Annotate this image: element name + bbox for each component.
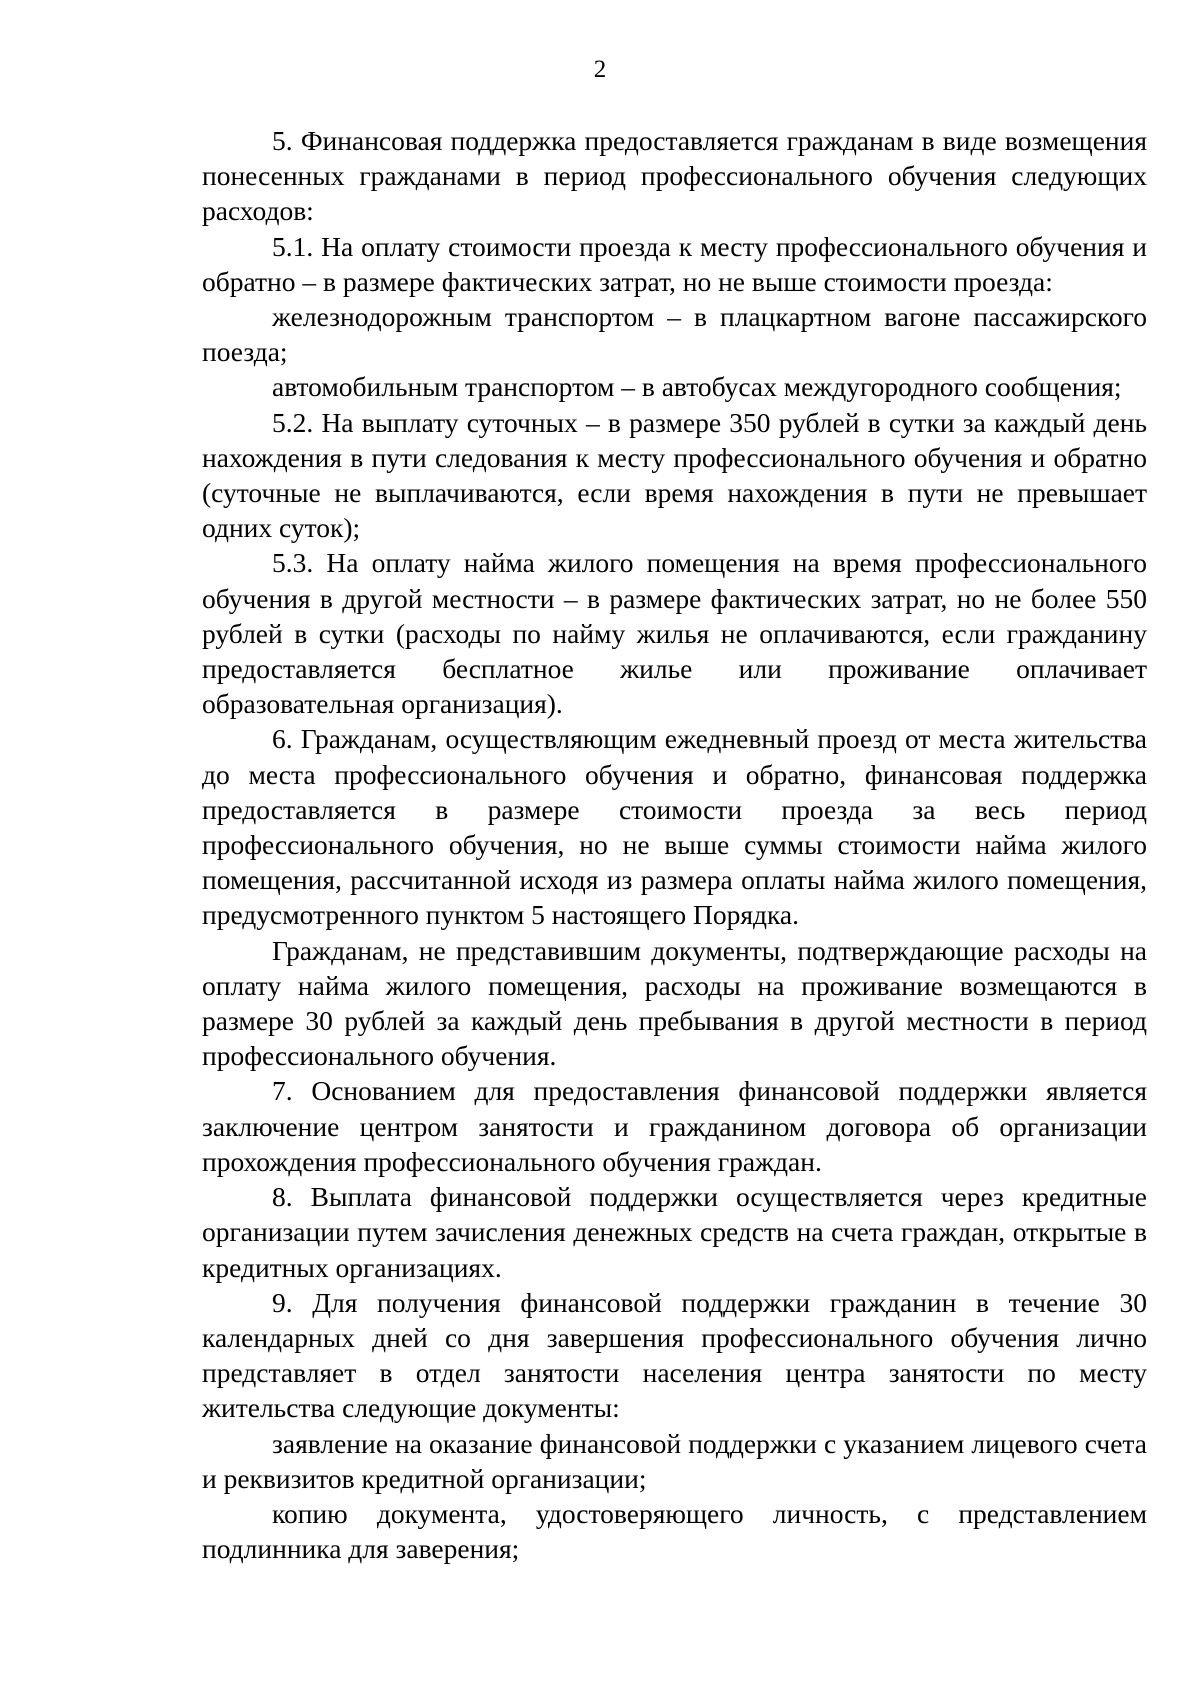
paragraph-6: 6. Гражданам, осуществляющим ежедневный проезд от места жительства до места профессионального обучения и обратно, финансовая поддержка предоставляется в размере стоимости проезда за весь период профессионального обучения, но не выше суммы стоимости найма жилого помещения, рассчитанной исходя из размера оплаты найма жилого помещения, предусмотренного пунктом 5 настоящего Порядка.	[202, 723, 1147, 931]
document-body	[202, 123, 1147, 1566]
paragraph-5: 5. Финансовая поддержка предоставляется гражданам в виде возмещения понесенных гражданами в период профессионального обучения следующих расходов:	[202, 125, 1147, 227]
paragraph-9-id-copy: копию документа, удостоверяющего личность, с представлением подлинника для заверения;	[202, 1497, 1147, 1565]
paragraph-6-continued: Гражданам, не представившим документы, подтверждающие расходы на оплату найма жилого помещения, расходы на проживание возмещаются в размере 30 рублей за каждый день пребывания в другой местности в период профессионального обучения.	[202, 934, 1147, 1072]
paragraph-5-1-rail: железнодорожным транспортом – в плацкартном вагоне пассажирского поезда;	[202, 301, 1147, 368]
paragraph-5-3: 5.3. На оплату найма жилого помещения на время профессионального обучения в другой местности – в размере фактических затрат, но не более 550 рублей в сутки (расходы по найму жилья не оплачиваются, если гражданину предоставляется бесплатное жилье или проживание оплачивает образовательная организация).	[202, 547, 1147, 720]
paragraph-7: 7. Основанием для предоставления финансовой поддержки является заключение центром занятости и гражданином договора об организации прохождения профессионального обучения граждан.	[202, 1075, 1147, 1177]
paragraph-5-2: 5.2. На выплату суточных – в размере 350 рублей в сутки за каждый день нахождения в пути следования к месту профессионального обучения и обратно (суточные не выплачиваются, если время нахождения в пути не превышает одних суток);	[202, 406, 1147, 544]
paragraph-9: 9. Для получения финансовой поддержки гражданин в течение 30 календарных дней со дня завершения профессионального обучения лично представляет в отдел занятости населения центра занятости по месту жительства следующие документы:	[202, 1286, 1147, 1424]
paragraph-5-1: 5.1. На оплату стоимости проезда к месту профессионального обучения и обратно – в размере фактических затрат, но не выше стоимости проезда:	[202, 230, 1147, 297]
page-number: 2	[593, 56, 607, 83]
paragraph-8: 8. Выплата финансовой поддержки осуществляется через кредитные организации путем зачисления денежных средств на счета граждан, открытые в кредитных организациях.	[202, 1181, 1147, 1283]
paragraph-5-1-auto: автомобильным транспортом – в автобусах междугородного сообщения;	[272, 371, 1122, 403]
paragraph-9-application: заявление на оказание финансовой поддержки с указанием лицевого счета и реквизитов кредитной организации;	[202, 1427, 1147, 1494]
